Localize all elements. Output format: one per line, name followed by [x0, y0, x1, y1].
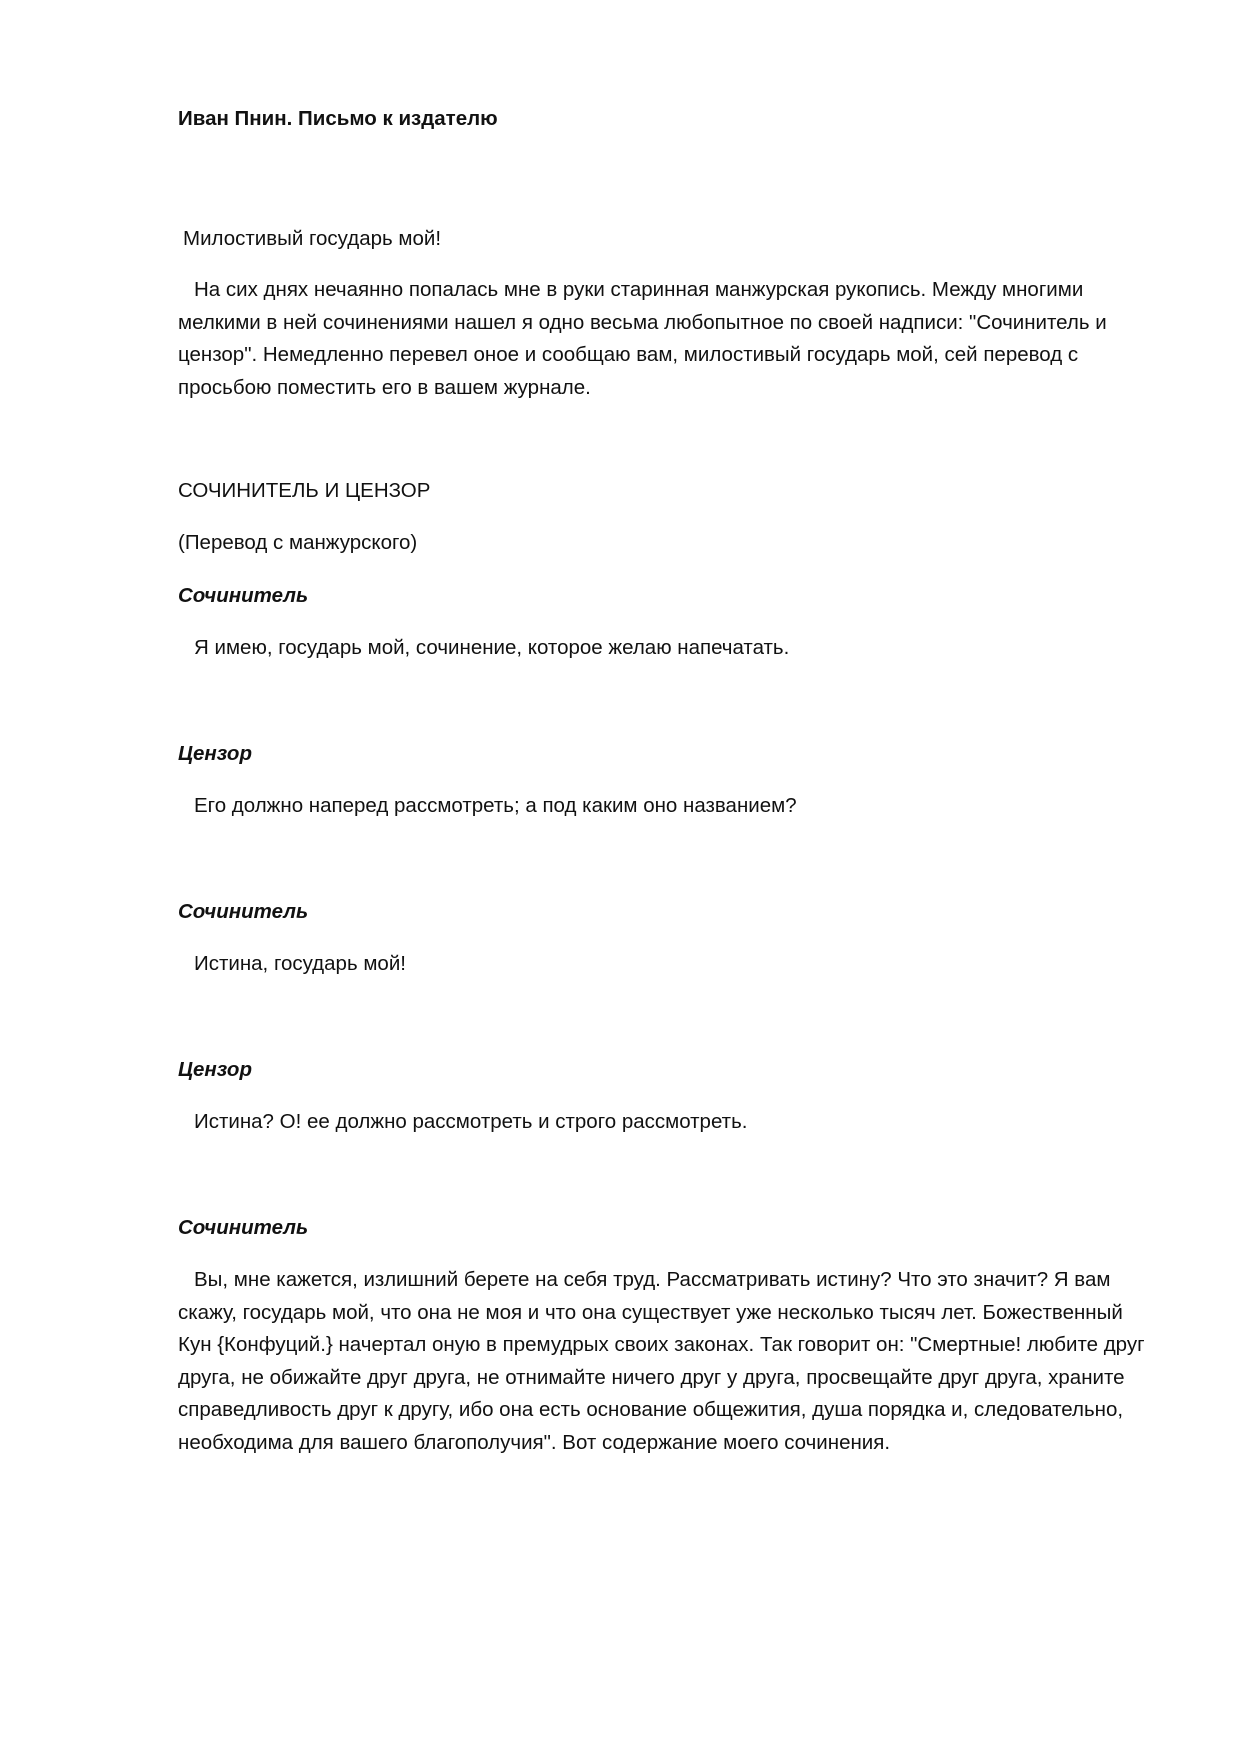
speaker-label: Сочинитель [178, 900, 309, 923]
dialogue-line: Я имею, государь мой, сочинение, которое желаю напечатать. [194, 636, 790, 659]
dialogue-line: Его должно наперед рассмотреть; а под каким оно названием? [194, 794, 797, 817]
speaker-label: Сочинитель [178, 584, 309, 607]
document-title: Иван Пнин. Письмо к издателю [178, 107, 498, 130]
speaker-label: Сочинитель [178, 1216, 309, 1239]
piece-subtitle: (Перевод с манжурского) [178, 531, 418, 554]
dialogue-line: Истина? О! ее должно рассмотреть и строго рассмотреть. [194, 1110, 748, 1133]
speaker-label: Цензор [178, 1058, 252, 1081]
intro-paragraph: На сих днях нечаянно попалась мне в руки старинная манжурская рукопись. Между многими мелкими в ней сочинениями нашел я одно весьма любопытное по своей надписи: "Сочинитель и цензор". Немедленно перевел оное и сообщаю вам, милостивый государь мой, сей перевод с просьбою поместить его в вашем журнале. [178, 278, 1113, 399]
piece-title: СОЧИНИТЕЛЬ И ЦЕНЗОР [178, 479, 431, 502]
dialogue-line: Истина, государь мой! [194, 952, 406, 975]
speaker-label: Цензор [178, 742, 252, 765]
dialogue-line: Вы, мне кажется, излишний берете на себя труд. Рассматривать истину? Что это значит? Я вам скажу, государь мой, что она не моя и что она существует уже несколько тысяч лет. Божественный Кун {Конфуций.} начертал оную в премудрых своих законах. Так говорит он: "Смертные! любите друг друга, не обижайте друг друга, не отнимайте ничего друг у друга, просвещайте друг друга, храните справедливость друг к другу, ибо она есть основание общежития, душа порядка и, следовательно, необходима для вашего благополучия". Вот содержание моего сочинения. [178, 1268, 1151, 1454]
salutation: Милостивый государь мой! [183, 227, 442, 250]
